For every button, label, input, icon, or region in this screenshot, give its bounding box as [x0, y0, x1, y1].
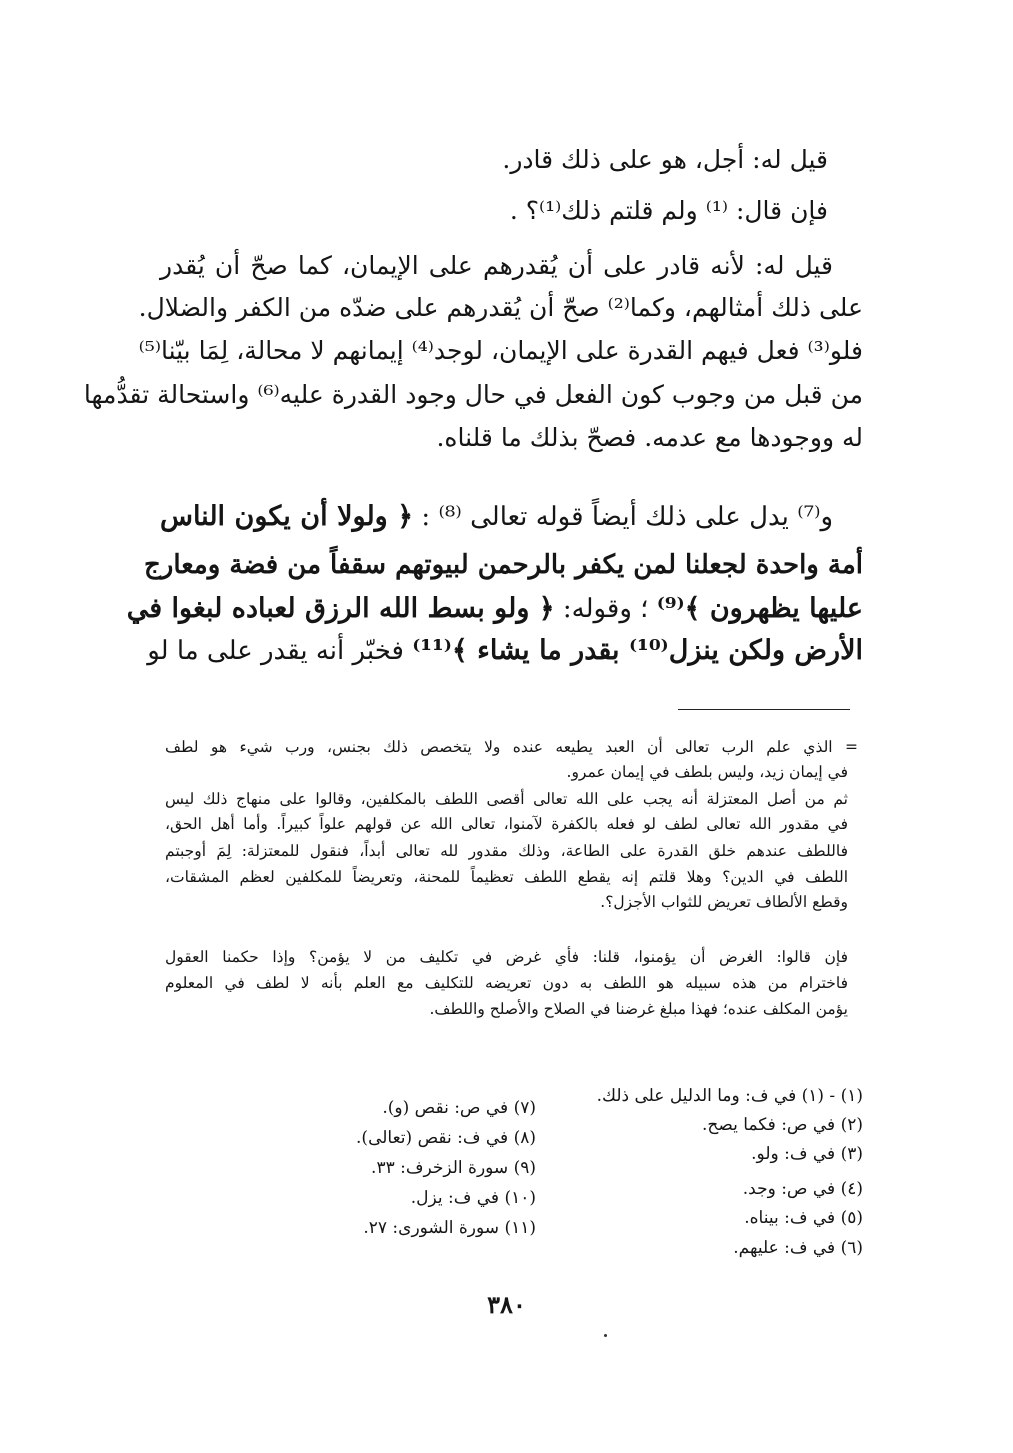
body-line-3: قيل له: لأنه قادر على أن يُقدرهم على الإيمان، كما صحّ أن يُقدر [160, 251, 833, 280]
footnote-separator [678, 709, 850, 710]
commentary-line-10: يؤمن المكلف عنده؛ فهذا مبلغ غرضنا في الصلاح والأصلح واللطف. [429, 1000, 848, 1018]
verse-line-4-verse: الأرض ولكن ينزل⁽¹⁰⁾ بقدر ما يشاء ﴾⁽¹¹⁾ [412, 635, 863, 666]
verse-line-3-verse-b: ﴿ ولو بسط الله الرزق لعباده لبغوا في [126, 593, 555, 624]
verse-line-1-plain: و⁽⁷⁾ يدل على ذلك أيضاً قوله تعالى ⁽⁸⁾ : [421, 502, 834, 532]
commentary-line-4: في مقدور الله تعالى لطف لو فعله بالكفرة لآمنوا، تعالى الله عن قولهم علواً كبيراً. وأما أهل الحق، [165, 815, 848, 833]
commentary-line-3: ثم من أصل المعتزلة أنه يجب على الله تعالى أقصى اللطف بالمكلفين، وقالوا على منهاج ذلك ليس [165, 790, 848, 808]
commentary-line-9: فاخترام من هذه سبيله هو اللطف به دون تعريضه للتكليف مع العلم بأنه لا لطف في المعلوم [165, 974, 848, 992]
verse-line-4-plain: فخبّر أنه يقدر على ما لو [147, 636, 404, 666]
footnote-11: (١١) سورة الشورى: ٢٧. [363, 1218, 536, 1238]
commentary-line-8: فإن قالوا: الغرض أن يؤمنوا، قلنا: فأي غرض في تكليف من لا يؤمن؟ وإذا حكمنا العقول [165, 948, 848, 966]
verse-line-3-plain: ؛ وقوله: [562, 594, 649, 624]
footnote-9: (٩) سورة الزخرف: ٣٣. [371, 1158, 536, 1178]
footnote-5: (٥) في ف: بيناه. [744, 1208, 863, 1228]
footnote-8: (٨) في ف: نقص (تعالى). [356, 1128, 536, 1148]
commentary-line-6: اللطف في الدين؟ وهلا قلتم إنه يقطع اللطف تعظيماً للمحنة، وتعريضاً للمكلفين لعظم المشقات، [165, 868, 848, 886]
verse-line-3 [126, 590, 863, 628]
commentary-line-1: = الذي علم الرب تعالى أن العبد يطيعه عنده ولا يتخصص ذلك بجنس، ورب شيء هو لطف [165, 738, 858, 756]
footnote-10: (١٠) في ف: يزل. [410, 1188, 536, 1208]
commentary-line-2: في إيمان زيد، وليس بلطف في إيمان عمرو. [566, 763, 848, 781]
footnote-1: (١) - (١) في ف: وما الدليل على ذلك. [596, 1086, 863, 1106]
commentary-line-7: وقطع الألطاف تعريض للثواب الأجزل؟. [600, 893, 848, 911]
footnote-3: (٣) في ف: ولو. [751, 1144, 863, 1164]
commentary-line-5: فاللطف عندهم خلق القدرة على الطاعة، وذلك مقدور لله تعالى أبداً، فنقول للمعتزلة: لِمَ أوجبتم [165, 842, 848, 860]
footnote-4: (٤) في ص: وجد. [742, 1179, 863, 1199]
page-number: ٣٨٠ [487, 1290, 526, 1319]
verse-line-4 [147, 632, 863, 670]
verse-line-1-verse: ﴿ ولولا أن يكون الناس [160, 501, 414, 532]
footnote-2: (٢) في ص: فكما يصح. [702, 1115, 863, 1135]
body-line-2: فإن قال: ⁽¹⁾ ولم قلتم ذلك⁽¹⁾؟ . [509, 196, 828, 225]
body-line-1: قيل له: أجل، هو على ذلك قادر. [502, 145, 828, 174]
verse-line-3-verse-a: عليها يظهرون ﴾⁽⁹⁾ [656, 593, 863, 624]
stray-dot [604, 1334, 607, 1337]
body-line-6: من قبل من وجوب كون الفعل في حال وجود القدرة عليه⁽⁶⁾ واستحالة تقدُّمها [83, 380, 863, 409]
body-line-4: على ذلك أمثالهم، وكما⁽²⁾ صحّ أن يُقدرهم على ضدّه من الكفر والضلال. [138, 293, 863, 322]
body-line-5: فلو⁽³⁾ فعل فيهم القدرة على الإيمان، لوجد⁽⁴⁾ إيمانهم لا محالة، لِمَا بيّنا⁽⁵⁾ [138, 336, 863, 365]
verse-line-2: أمة واحدة لجعلنا لمن يكفر بالرحمن لبيوتهم سقفاً من فضة ومعارج [143, 550, 863, 580]
body-line-7: له ووجودها مع عدمه. فصحّ بذلك ما قلناه. [436, 423, 863, 452]
footnote-7: (٧) في ص: نقص (و). [382, 1098, 536, 1118]
footnote-6: (٦) في ف: عليهم. [733, 1238, 863, 1258]
verse-line-1 [160, 498, 833, 536]
